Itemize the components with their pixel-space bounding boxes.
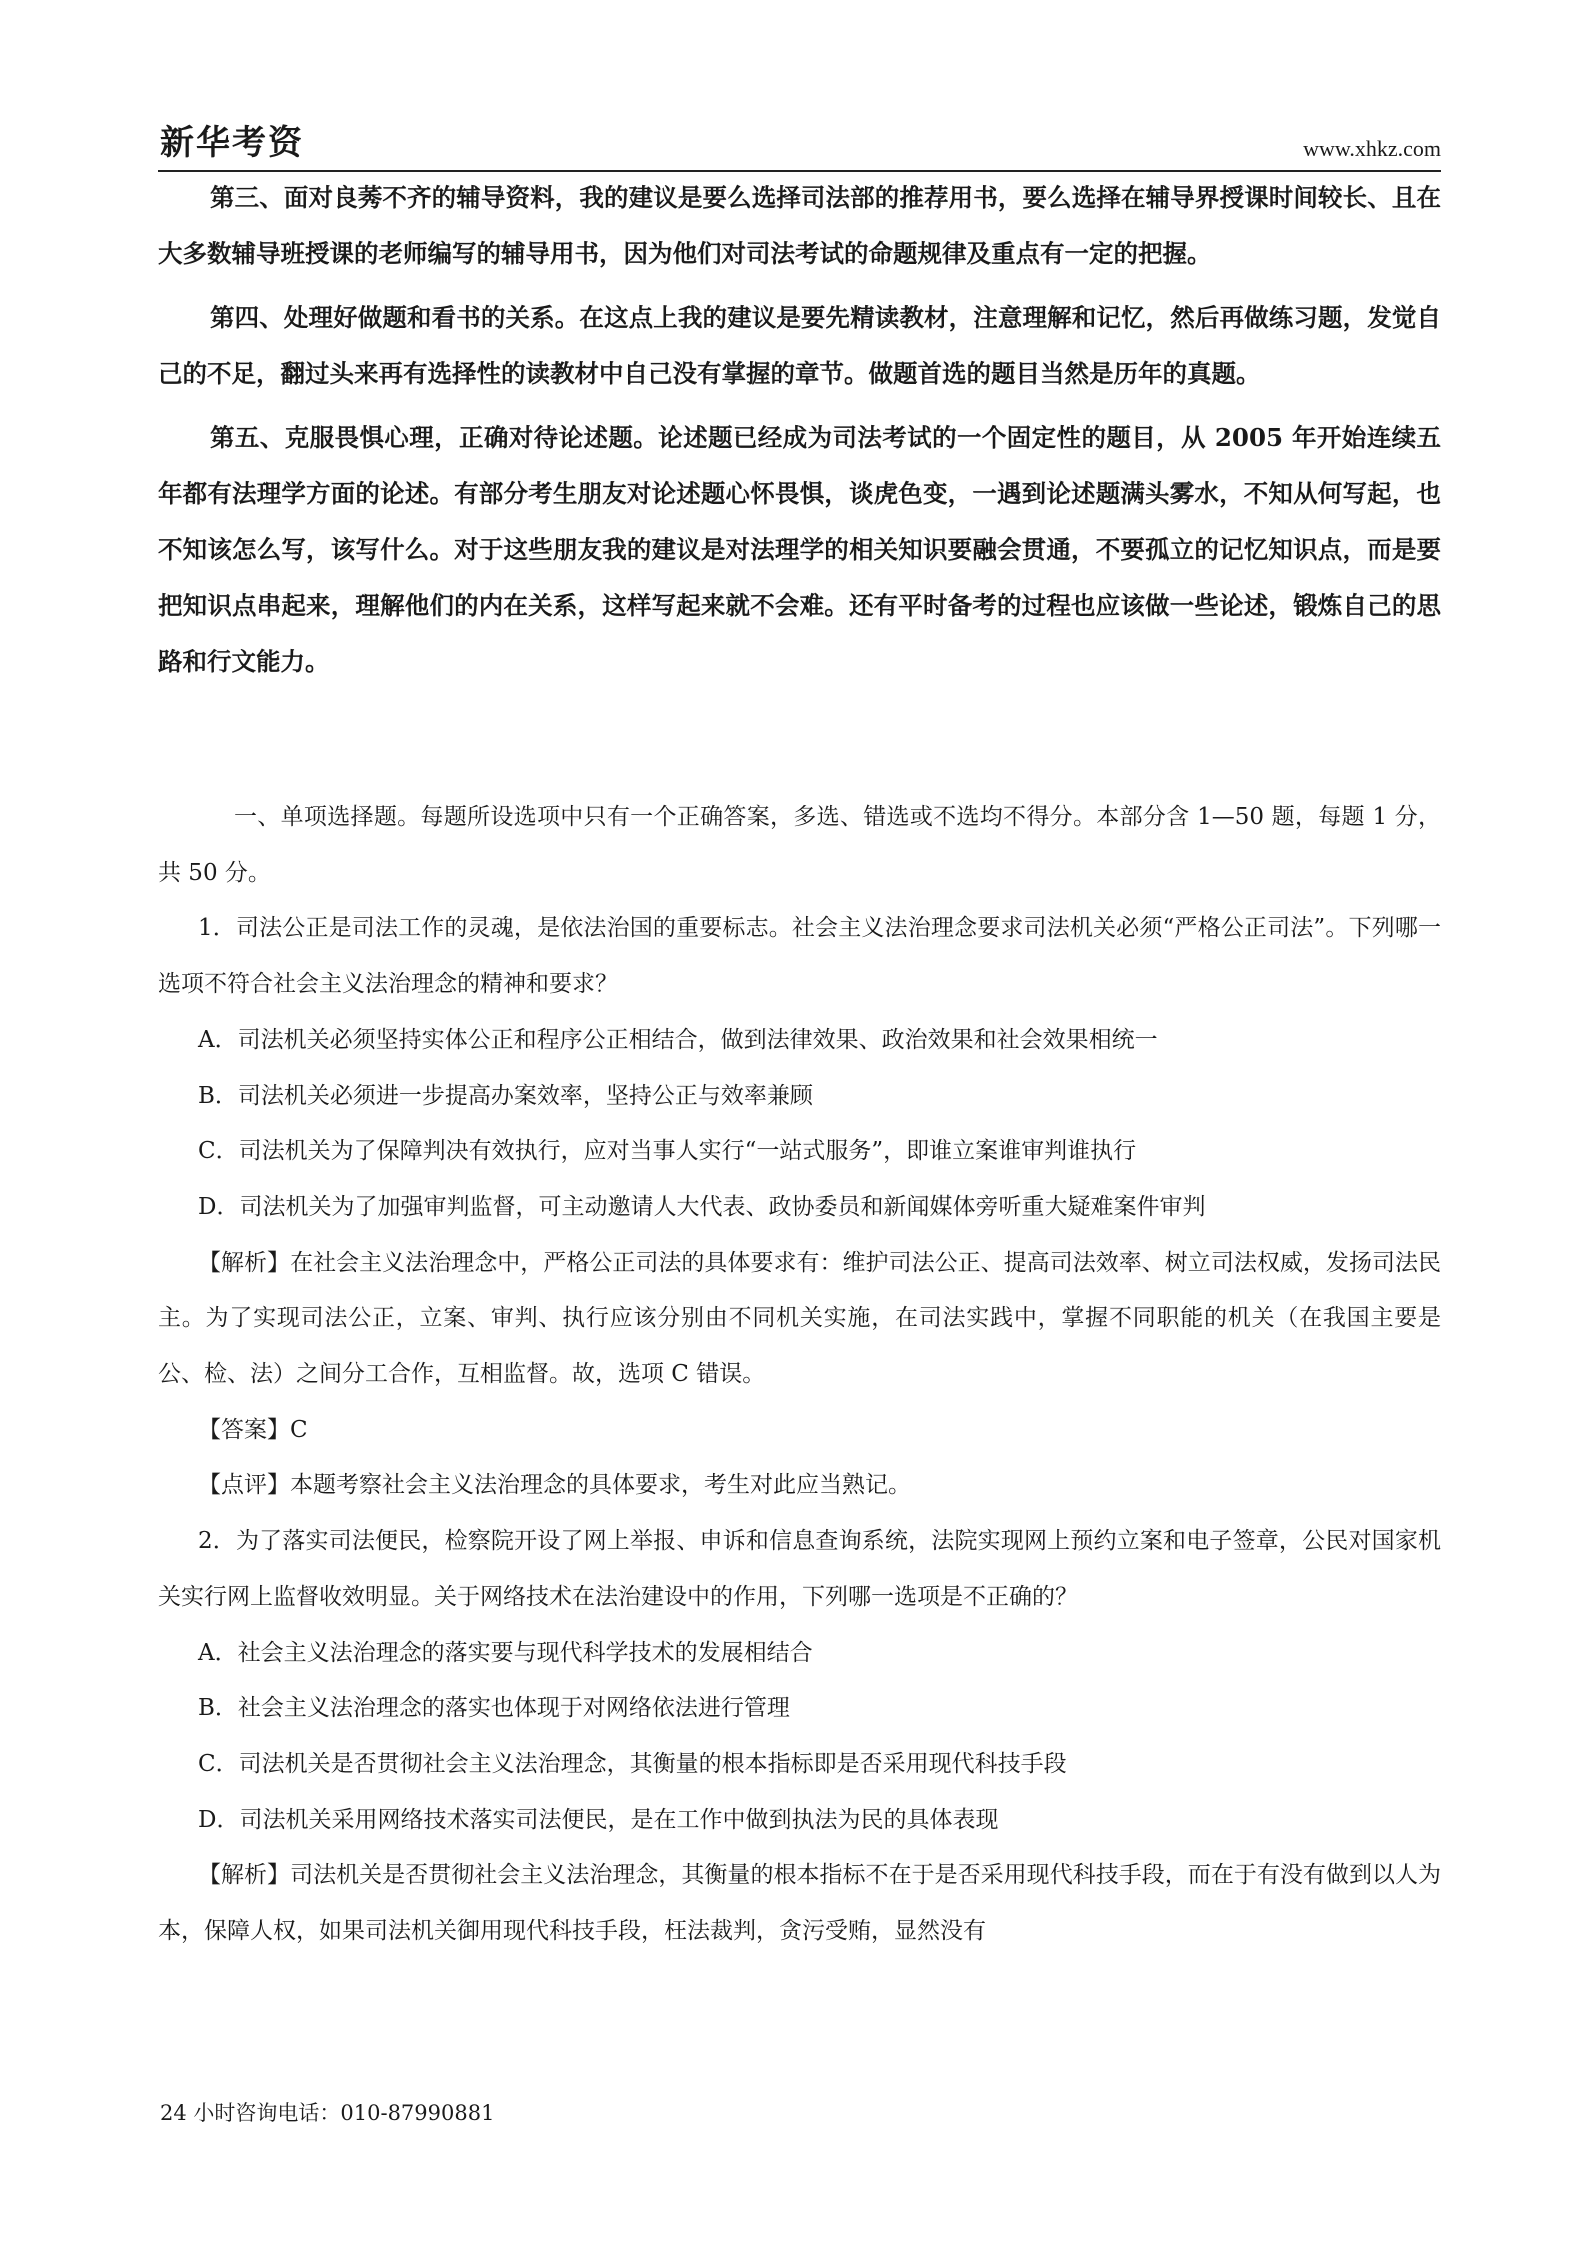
page-header — [158, 118, 1441, 172]
question-stem: 1．司法公正是司法工作的灵魂，是依法治国的重要标志。社会主义法治理念要求司法机关必须“严格公正司法”。下列哪一选项不符合社会主义法治理念的精神和要求？ — [158, 915, 1441, 998]
option-d: D．司法机关采用网络技术落实司法便民，是在工作中做到执法为民的具体表现 — [198, 1806, 999, 1833]
option-a: A．社会主义法治理念的落实要与现代科学技术的发展相结合 — [198, 1639, 813, 1666]
site-url: www.xhkz.com — [1303, 136, 1441, 161]
option-c: C．司法机关是否贯彻社会主义法治理念，其衡量的根本指标即是否采用现代科技手段 — [198, 1750, 1067, 1777]
analysis-text: 【解析】司法机关是否贯彻社会主义法治理念，其衡量的根本指标不在于是否采用现代科技手段，而在于有没有做到以人为本，保障人权，如果司法机关御用现代科技手段，枉法裁判，贪污受贿，显然没有 — [158, 1862, 1441, 1945]
tip-paragraph: 第三、面对良莠不齐的辅导资料，我的建议是要么选择司法部的推荐用书，要么选择在辅导界授课时间较长、且在大多数辅导班授课的老师编写的辅导用书，因为他们对司法考试的命题规律及重点有一定的把握。 — [158, 183, 1441, 268]
option-a: A．司法机关必须坚持实体公正和程序公正相结合，做到法律效果、政治效果和社会效果相统一 — [198, 1026, 1158, 1053]
option-d: D．司法机关为了加强审判监督，可主动邀请人大代表、政协委员和新闻媒体旁听重大疑难案件审判 — [198, 1193, 1206, 1220]
footer-hotline: 24 小时咨询电话：010-87990881 — [160, 2101, 495, 2125]
analysis-text: 【解析】在社会主义法治理念中，严格公正司法的具体要求有：维护司法公正、提高司法效率、树立司法权威，发扬司法民主。为了实现司法公正，立案、审判、执行应该分别由不同机关实施，在司法实践中，掌握不同职能的机关（在我国主要是公、检、法）之间分工合作，互相监督。故，选项 C 错误。 — [158, 1249, 1441, 1388]
option-b: B．司法机关必须进一步提高办案效率，坚持公正与效率兼顾 — [198, 1082, 813, 1109]
brand-logo-text: 新华考资 — [160, 123, 304, 163]
answer-text: 【答案】C — [198, 1416, 308, 1443]
tip-paragraph: 第五、克服畏惧心理，正确对待论述题。论述题已经成为司法考试的一个固定性的题目，从 2005 年开始连续五年都有法理学方面的论述。有部分考生朋友对论述题心怀畏惧，谈虎色变，一遇到论述题满头雾水，不知从何写起，也不知该怎么写，该写什么。对于这些朋友我的建议是对法理学的相关知识要融会贯通，不要孤立的记忆知识点，而是要把知识点串起来，理解他们的内在关系，这样写起来就不会难。还有平时备考的过程也应该做一些论述，锻炼自己的思路和行文能力。 — [158, 423, 1441, 676]
option-b: B．社会主义法治理念的落实也体现于对网络依法进行管理 — [198, 1695, 790, 1722]
question-stem: 2．为了落实司法便民，检察院开设了网上举报、申诉和信息查询系统，法院实现网上预约立案和电子签章，公民对国家机关实行网上监督收效明显。关于网络技术在法治建设中的作用，下列哪一选项是不正确的？ — [158, 1528, 1441, 1610]
option-c: C．司法机关为了保障判决有效执行，应对当事人实行“一站式服务”，即谁立案谁审判谁执行 — [198, 1138, 1137, 1165]
section-intro: 一、单项选择题。每题所设选项中只有一个正确答案，多选、错选或不选均不得分。本部分含 1—50 题，每题 1 分，共 50 分。 — [158, 804, 1441, 886]
comment-text: 【点评】本题考察社会主义法治理念的具体要求，考生对此应当熟记。 — [198, 1472, 911, 1499]
page-content — [158, 170, 1441, 1960]
tip-paragraph: 第四、处理好做题和看书的关系。在这点上我的建议是要先精读教材，注意理解和记忆，然后再做练习题，发觉自己的不足，翻过头来再有选择性的读教材中自己没有掌握的章节。做题首选的题目当然是历年的真题。 — [158, 303, 1441, 388]
